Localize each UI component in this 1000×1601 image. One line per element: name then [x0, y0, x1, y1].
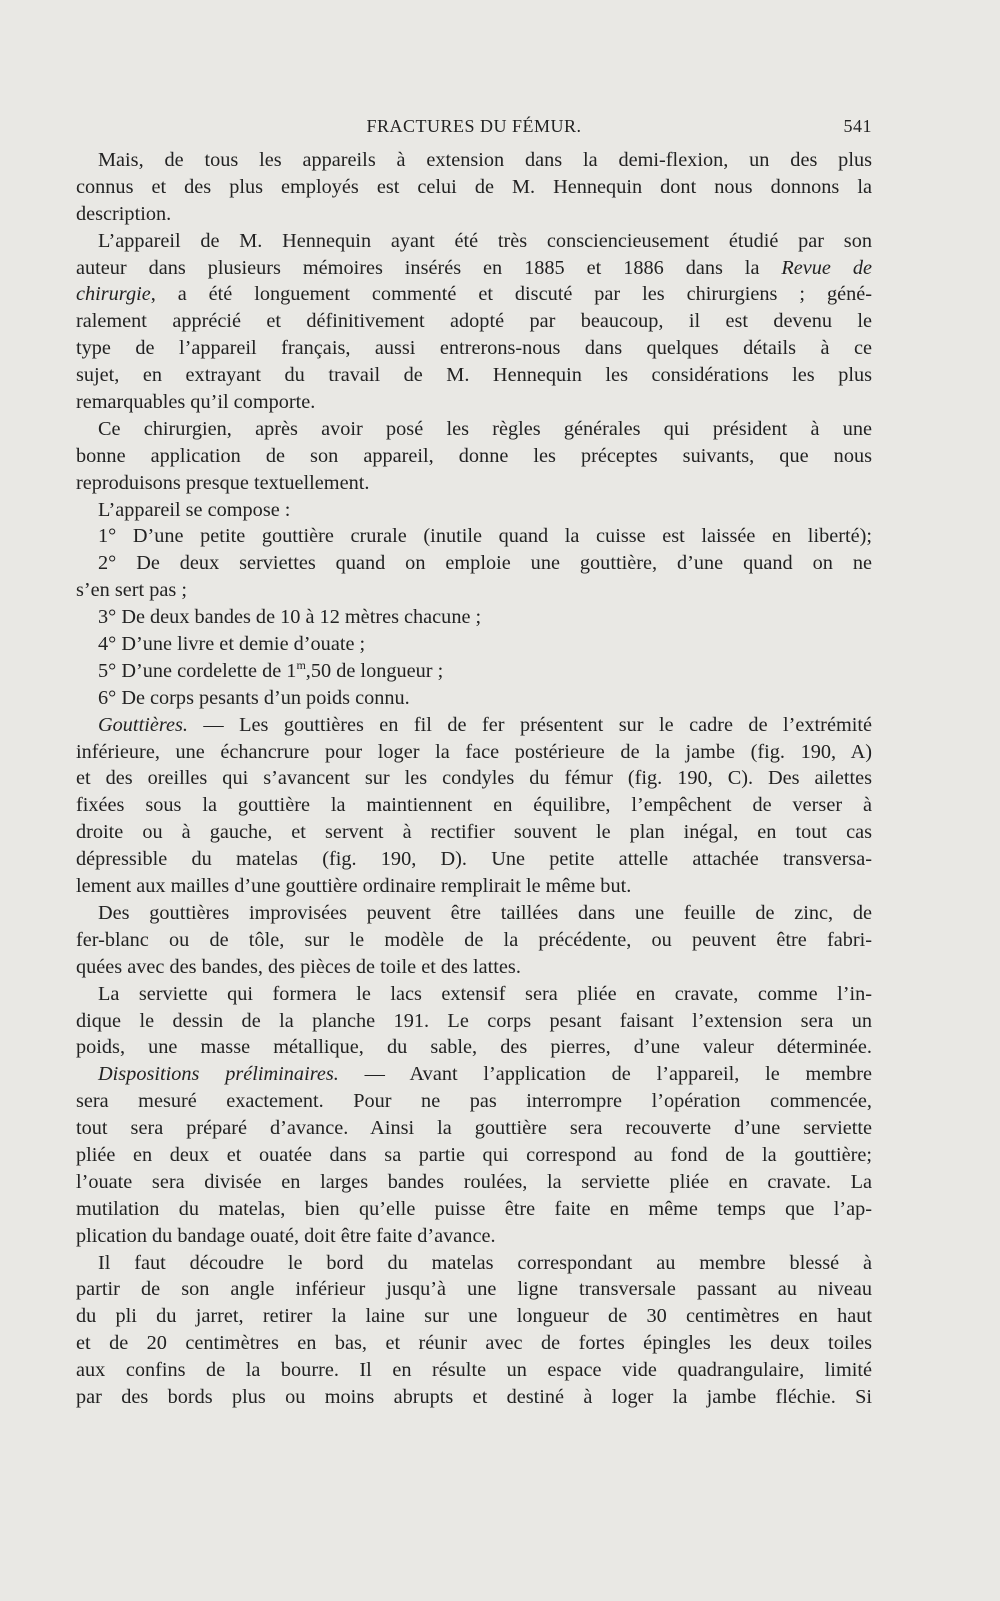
text-line: l’ouate sera divisée en larges bandes roulées, la serviette pliée en cravate. La — [76, 1170, 872, 1193]
text-line: La serviette qui formera le lacs extensif sera pliée en cravate, comme l’in- — [98, 982, 872, 1005]
running-title: FRACTURES DU FÉMUR. — [366, 116, 582, 136]
text-line: connus et des plus employés est celui de M. Hennequin dont nous donnons la — [76, 175, 872, 198]
running-head — [76, 116, 872, 142]
text-line: 4° D’une livre et demie d’ouate ; — [98, 633, 366, 656]
text-line: pliée en deux et ouatée dans sa partie qui correspond au fond de la gouttière; — [76, 1143, 872, 1166]
body-text — [76, 147, 872, 1411]
text-line: mutilation du matelas, bien qu’elle puisse être faite en même temps que l’ap- — [76, 1197, 872, 1220]
text-line: aux confins de la bourre. Il en résulte un espace vide quadrangulaire, limité — [76, 1359, 872, 1382]
text-line: Mais, de tous les appareils à extension dans la demi-flexion, un des plus — [98, 149, 872, 171]
text-line: sujet, en extrayant du travail de M. Hennequin les considérations les plus — [76, 364, 872, 387]
text-line: 5° D’une cordelette de 1$^m$,50 de longueur ; — [98, 658, 444, 682]
text-line: remarquables qu’il comporte. — [76, 391, 316, 414]
text-line: du pli du jarret, retirer la laine sur une longueur de 30 centimètres en haut — [76, 1305, 872, 1328]
text-line: plication du bandage ouaté, doit être faite d’avance. — [76, 1224, 496, 1247]
text-line: 6° De corps pesants d’un poids connu. — [98, 686, 410, 709]
text-line: inférieure, une échancrure pour loger la face postérieure de la jambe (fig. 190, A) — [76, 740, 872, 763]
text-line: dépressible du matelas (fig. 190, D). Une petite attelle attachée transversa- — [76, 848, 872, 871]
text-line: L’appareil se compose : — [98, 498, 291, 521]
text-line: poids, une masse métallique, du sable, des pierres, d’une valeur déterminée. — [76, 1036, 872, 1059]
text-line: Des gouttières improvisées peuvent être taillées dans une feuille de zinc, de — [98, 901, 872, 924]
text-line: description. — [76, 202, 172, 225]
text-line: Il faut découdre le bord du matelas correspondant au membre blessé à — [98, 1251, 872, 1274]
text-line: reproduisons presque textuellement. — [76, 471, 370, 494]
text-line: et de 20 centimètres en bas, et réunir avec de fortes épingles les deux toiles — [76, 1332, 872, 1355]
text-line: fer-blanc ou de tôle, sur le modèle de la précédente, ou peuvent être fabri- — [76, 928, 872, 951]
text-line: et des oreilles qui s’avancent sur les condyles du fémur (fig. 190, C). Des ailettes — [76, 767, 872, 790]
text-line: type de l’appareil français, aussi entrerons-nous dans quelques détails à ce — [76, 337, 872, 360]
text-line: bonne application de son appareil, donne les préceptes suivants, que nous — [76, 444, 872, 467]
text-line: auteur dans plusieurs mémoires insérés en 1885 et 1886 dans la Revue de — [76, 256, 873, 279]
text-line: ralement apprécié et définitivement adopté par beaucoup, il est devenu le — [76, 310, 872, 333]
text-line: Ce chirurgien, après avoir posé les règles générales qui président à une — [98, 417, 872, 440]
text-line: 1° D’une petite gouttière crurale (inutile quand la cuisse est laissée en liberté); — [98, 525, 872, 548]
text-line: Gouttières. — Les gouttières en fil de fer présentent sur le cadre de l’extrémité — [98, 713, 872, 736]
text-line: s’en sert pas ; — [76, 579, 187, 602]
text-line: dique le dessin de la planche 191. Le corps pesant faisant l’extension sera un — [76, 1009, 872, 1032]
text-line: sera mesuré exactement. Pour ne pas interrompre l’opération commencée, — [76, 1090, 872, 1113]
text-line: lement aux mailles d’une gouttière ordinaire remplirait le même but. — [76, 875, 632, 898]
page-number: 541 — [843, 116, 872, 136]
text-line: Dispositions préliminaires. — Avant l’application de l’appareil, le membre — [98, 1063, 872, 1086]
text-line: droite ou à gauche, et servent à rectifier souvent le plan inégal, en tout cas — [76, 821, 872, 844]
text-line: chirurgie, a été longuement commenté et discuté par les chirurgiens ; géné- — [76, 283, 872, 306]
text-line: tout sera préparé d’avance. Ainsi la gouttière sera recouverte d’une serviette — [76, 1117, 872, 1140]
text-line: quées avec des bandes, des pièces de toile et des lattes. — [76, 955, 521, 978]
text-line: L’appareil de M. Hennequin ayant été très consciencieusement étudié par son — [98, 229, 872, 252]
text-line: 2° De deux serviettes quand on emploie une gouttière, d’une quand on ne — [98, 552, 872, 575]
text-line: 3° De deux bandes de 10 à 12 mètres chacune ; — [98, 606, 482, 629]
text-line: fixées sous la gouttière la maintiennent en équilibre, l’empêchent de verser à — [76, 794, 872, 817]
text-line: par des bords plus ou moins abrupts et destiné à loger la jambe fléchie. Si — [76, 1385, 872, 1408]
text-line: partir de son angle inférieur jusqu’à une ligne transversale passant au niveau — [76, 1278, 872, 1301]
